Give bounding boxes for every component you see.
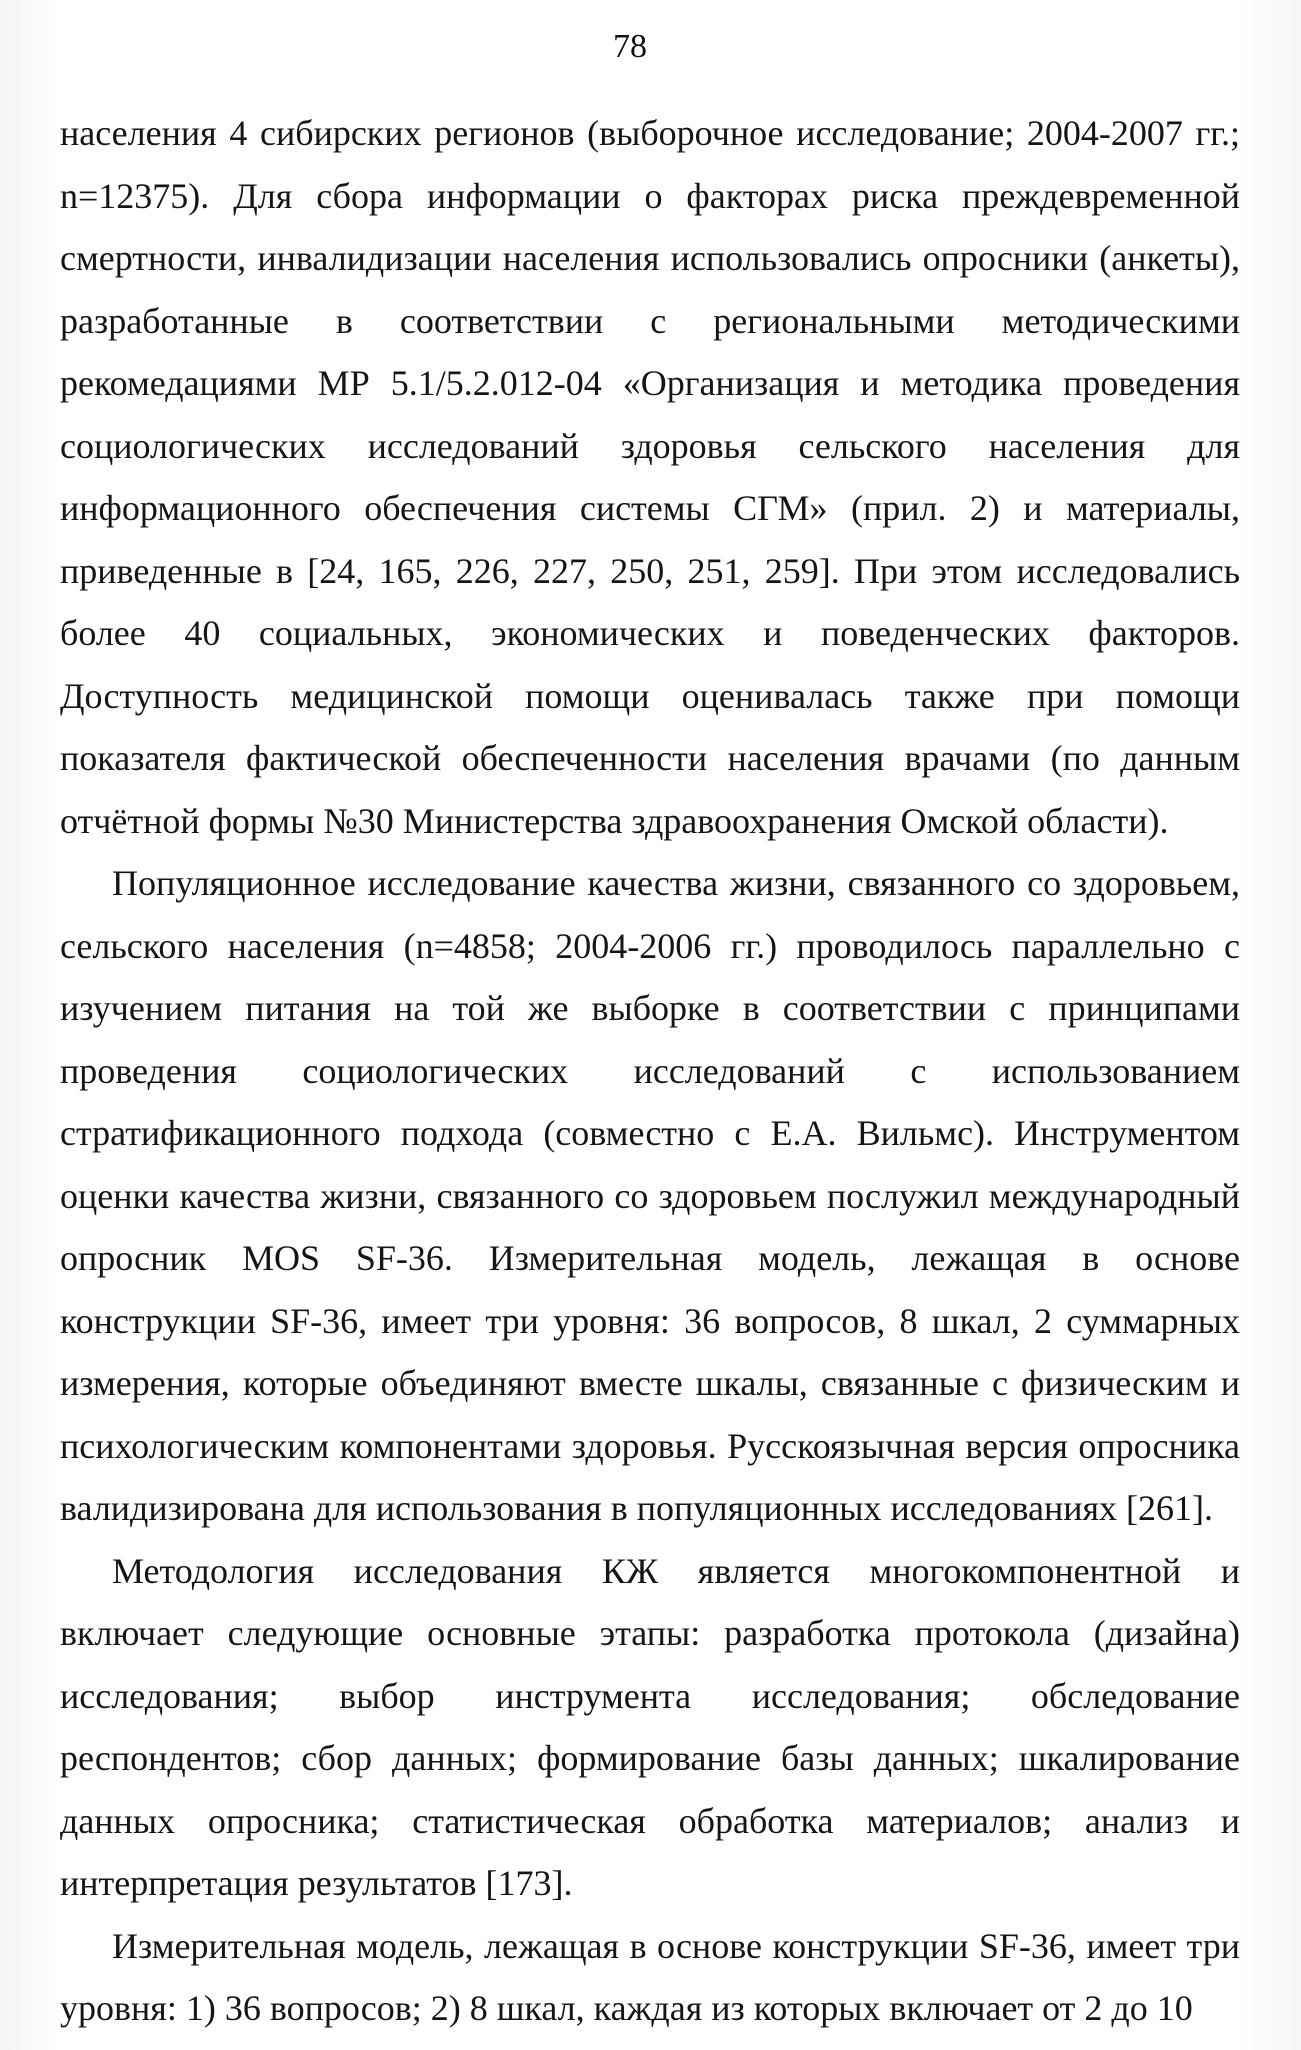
paragraph-1: населения 4 сибирских регионов (выборочное исследование; 2004-2007 гг.; n=12375). Для сбора информации о факторах риска преждевременной смертности, инвалидизации населения использовались опросники (анкеты), разработанные в соответствии с региональными методическими рекомедациями МР 5.1/5.2.012-04 «Организация и методика проведения социологических исследований здоровья сельского населения для информационного обеспечения системы СГМ» (прил. 2) и материалы, приведенные в [24, 165, 226, 227, 250, 251, 259]. При этом исследовались более 40 социальных, экономических и поведенческих факторов. Доступность медицинской помощи оценивалась также при помощи показателя фактической обеспеченности населения врачами (по данным отчётной формы №30 Министерства здравоохранения Омской области). xyxy=(60,113,1240,841)
body-text xyxy=(60,102,1240,2040)
page-number: 78 xyxy=(613,28,647,65)
paragraph-2: Популяционное исследование качества жизни, связанного со здоровьем, сельского населения (n=4858; 2004-2006 гг.) проводилось параллельно с изучением питания на той же выборке в соответствии с принципами проведения социологических исследований с использованием стратификационного подхода (совместно с Е.А. Вильмс). Инструментом оценки качества жизни, связанного со здоровьем послужил международный опросник MOS SF-36. Измерительная модель, лежащая в основе конструкции SF-36, имеет три уровня: 36 вопросов, 8 шкал, 2 суммарных измерения, которые объединяют вместе шкалы, связанные с физическим и психологическим компонентами здоровья. Русскоязычная версия опросника валидизирована для использования в популяционных исследованиях [261]. xyxy=(60,863,1240,1528)
paragraph-3: Методология исследования КЖ является многокомпонентной и включает следующие основные этапы: разработка протокола (дизайна) исследования; выбор инструмента исследования; обследование респондентов; сбор данных; формирование базы данных; шкалирование данных опросника; статистическая обработка материалов; анализ и интерпретация результатов [173]. xyxy=(60,1550,1240,1903)
paragraph-4: Измерительная модель, лежащая в основе конструкции SF-36, имеет три уровня: 1) 36 вопросов; 2) 8 шкал, каждая из которых включает от 2 до 10 xyxy=(60,1925,1240,2028)
